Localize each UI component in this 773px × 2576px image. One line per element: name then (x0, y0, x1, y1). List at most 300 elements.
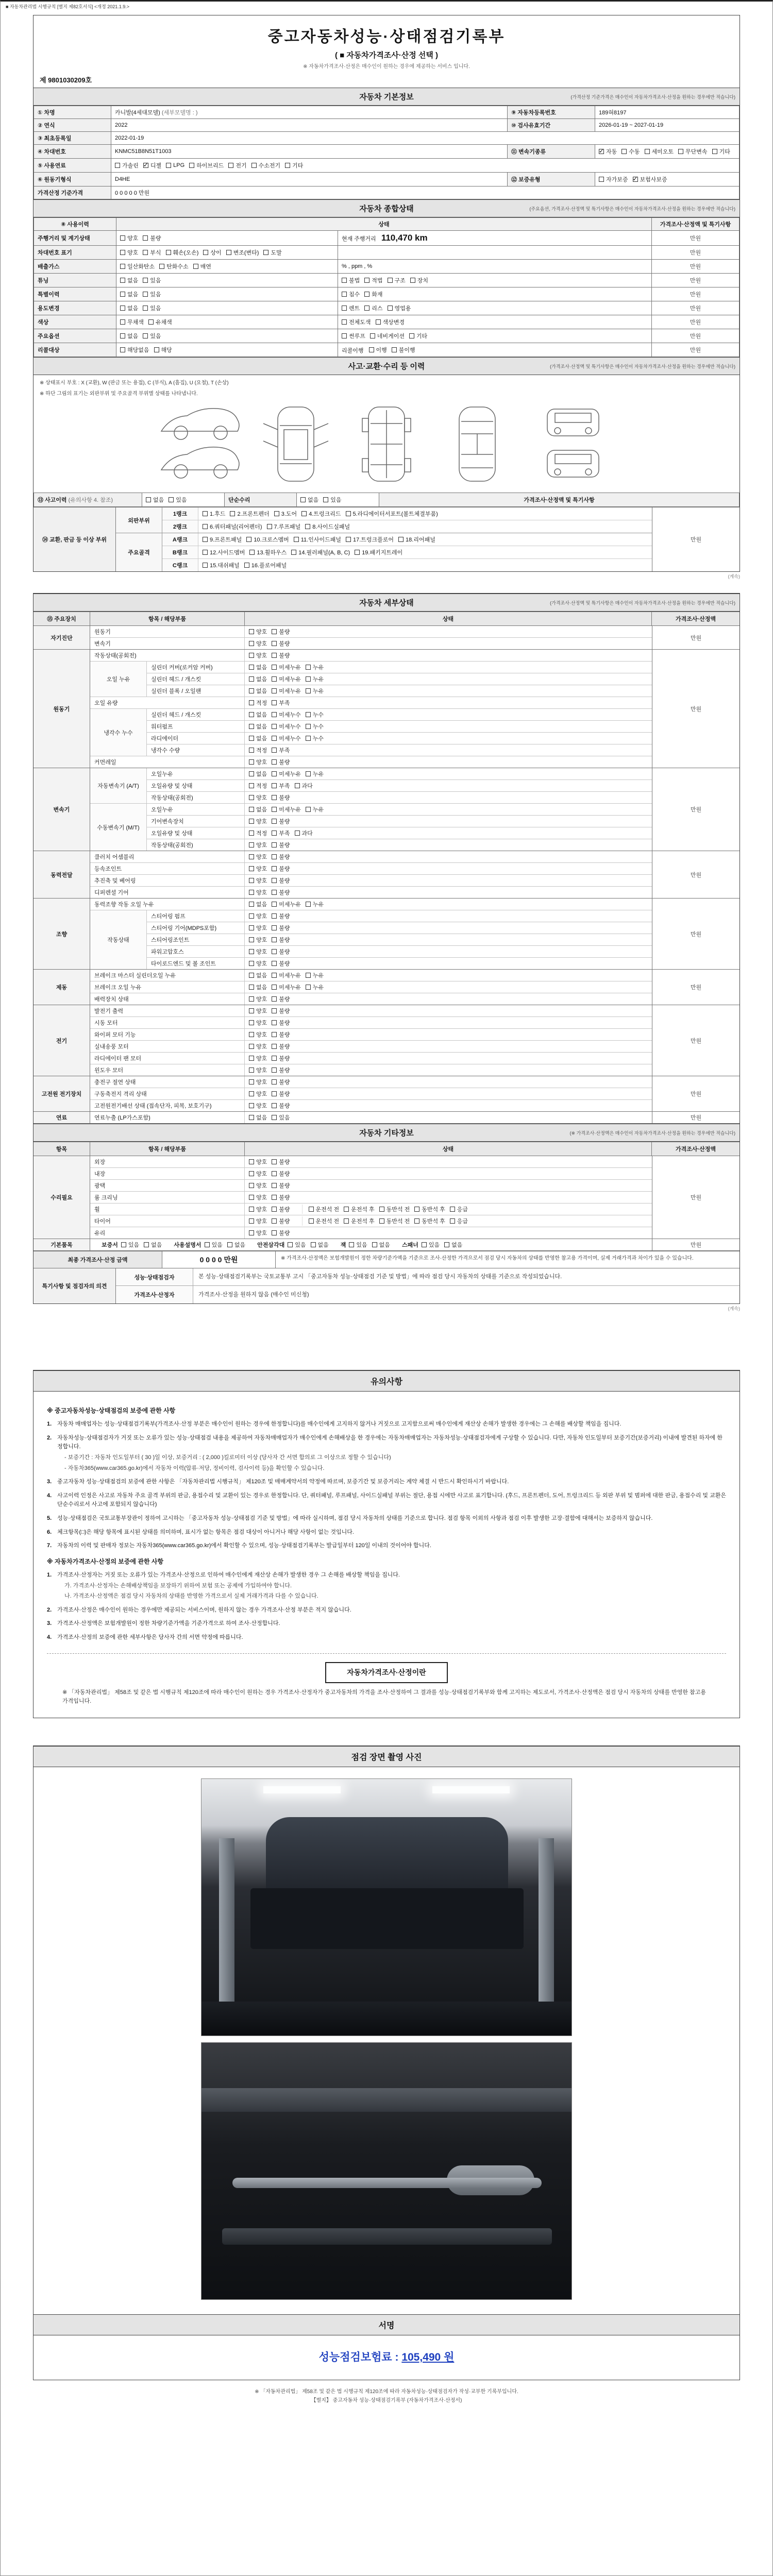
checkbox-option[interactable] (342, 290, 360, 298)
checkbox-option[interactable] (249, 1205, 267, 1213)
checkbox-option[interactable] (388, 276, 406, 284)
checkbox-option[interactable] (306, 971, 324, 979)
checkbox-option[interactable] (306, 663, 324, 671)
checkbox-option[interactable] (272, 675, 301, 683)
checkbox-option[interactable] (193, 262, 211, 270)
checkbox-option[interactable] (272, 1205, 290, 1213)
inspection-item-row (147, 946, 652, 958)
checkbox-option[interactable] (422, 1241, 440, 1249)
checkbox-option[interactable] (249, 924, 267, 932)
checkbox-label: 6.쿼터패널(리어펜더) (210, 524, 262, 530)
inspection-item-row (90, 1204, 652, 1215)
checkbox-option[interactable] (244, 561, 287, 569)
checkbox-option[interactable] (274, 510, 297, 518)
checkbox-option[interactable] (633, 175, 667, 183)
checkbox-option[interactable] (146, 496, 164, 504)
checkbox-option[interactable] (272, 1019, 290, 1027)
checkbox (305, 524, 310, 529)
device-rows (90, 1005, 652, 1076)
checkbox-option[interactable] (342, 332, 365, 340)
photo-detail (539, 1838, 554, 2011)
checkbox-option[interactable] (249, 699, 267, 707)
checkbox-option[interactable] (272, 1181, 290, 1190)
checkbox (120, 264, 125, 269)
checkbox-option[interactable] (306, 900, 324, 908)
checkbox-option[interactable] (203, 510, 225, 518)
checkbox-option[interactable] (306, 983, 324, 991)
checkbox-option[interactable] (388, 304, 411, 312)
checkbox-option[interactable] (306, 687, 324, 695)
checkbox-option[interactable] (120, 276, 138, 284)
checkbox-label: 5.라디에이터서포트(볼트체결부품) (352, 511, 438, 517)
checkbox-option[interactable] (226, 248, 259, 257)
checkbox-option[interactable] (444, 1241, 462, 1249)
checkbox-option[interactable] (272, 1078, 290, 1086)
checkbox-option[interactable] (154, 346, 172, 354)
checkbox-option[interactable] (364, 276, 382, 284)
checkbox-option[interactable] (148, 318, 172, 326)
checkbox-option[interactable] (228, 161, 246, 170)
checkbox-option[interactable] (203, 561, 240, 569)
checkbox-label: 11.인사이드패널 (300, 537, 341, 543)
checkbox-option[interactable] (143, 276, 161, 284)
checkbox (272, 1183, 277, 1188)
checkbox-option[interactable] (249, 876, 267, 885)
checkbox-option[interactable] (272, 841, 290, 849)
checkbox-option[interactable] (272, 959, 290, 968)
section-header-overall (33, 199, 740, 217)
item-state (245, 863, 652, 874)
checkbox-option[interactable] (159, 262, 189, 270)
checkbox-option[interactable] (305, 522, 350, 531)
checkbox-option[interactable] (115, 161, 139, 170)
checkbox-option[interactable] (249, 722, 267, 731)
checkbox-option[interactable] (143, 161, 161, 170)
checkbox-option[interactable] (143, 290, 161, 298)
checkbox-option[interactable] (272, 900, 301, 908)
checkbox-option[interactable] (409, 332, 427, 340)
checkbox-option[interactable] (306, 734, 324, 742)
checkbox-option[interactable] (272, 1170, 290, 1178)
checkbox-option[interactable] (272, 1030, 290, 1039)
checkbox-option[interactable] (306, 770, 324, 778)
photos-title: 점검 장면 촬영 사진 (33, 1746, 740, 1767)
checkbox-option[interactable] (267, 522, 301, 531)
checkbox-option[interactable] (272, 1066, 290, 1074)
checkbox-option[interactable] (249, 983, 267, 991)
main-frame-group (116, 533, 652, 571)
checkbox-option[interactable] (364, 290, 382, 298)
checkbox-option[interactable] (364, 304, 382, 312)
checkbox-label: 있음 (150, 292, 161, 298)
checkbox-option[interactable] (230, 510, 269, 518)
checkbox-option[interactable] (272, 817, 290, 825)
checkbox-option[interactable] (249, 1007, 267, 1015)
checkbox-label: 적법 (372, 278, 383, 284)
item-state (245, 816, 652, 827)
checkbox-option[interactable] (120, 234, 138, 242)
table-row (34, 145, 740, 159)
checkbox-option[interactable] (249, 793, 267, 802)
checkbox-option[interactable] (342, 318, 371, 326)
checkbox-option[interactable] (249, 710, 267, 719)
signature-title: 서명 (33, 2314, 740, 2335)
checkbox-option[interactable] (249, 947, 267, 956)
device-name: 원동기 (33, 650, 90, 768)
notice-item (47, 1633, 726, 1642)
checkbox-option[interactable] (272, 699, 290, 707)
title-block (33, 15, 740, 72)
checkbox (272, 759, 277, 765)
checkbox-option[interactable] (203, 535, 242, 544)
checkbox-option[interactable] (120, 318, 144, 326)
checkbox-option[interactable] (272, 983, 301, 991)
checkbox-label: 있음 (356, 1242, 367, 1248)
warranty-options (595, 173, 740, 187)
checkbox-option[interactable] (272, 782, 290, 790)
checkbox-option[interactable] (291, 548, 350, 556)
checkbox-option[interactable] (272, 687, 301, 695)
checkbox-option[interactable] (712, 147, 730, 156)
checkbox-option[interactable] (300, 496, 318, 504)
checkbox (272, 688, 277, 693)
checkbox-option[interactable] (272, 888, 290, 896)
checkbox (272, 700, 277, 705)
checkbox-option[interactable] (249, 1101, 267, 1110)
checkbox-option[interactable] (249, 1229, 267, 1237)
state-options (116, 343, 338, 357)
footer-line-2: 【별지】 중고자동차 성능·상태점검기록부 (자동차가격조사·산정서) (311, 2398, 462, 2404)
checkbox-option[interactable] (272, 628, 290, 636)
sub-group-name: 자동변속기 (A/T) (90, 768, 147, 803)
checkbox-option[interactable] (272, 924, 290, 932)
checkbox-option[interactable] (342, 304, 360, 312)
accident-history-table (33, 493, 740, 507)
checkbox-option[interactable] (309, 1205, 340, 1213)
checkbox (272, 902, 277, 907)
checkbox-option[interactable] (272, 758, 290, 766)
checkbox-option[interactable] (246, 535, 289, 544)
checkbox-option[interactable] (249, 1054, 267, 1062)
checkbox-option[interactable] (120, 346, 149, 354)
price-cell: 만원 (652, 246, 740, 260)
checkbox-option[interactable] (249, 841, 267, 849)
checkbox-option[interactable] (272, 746, 290, 754)
checkbox (249, 1020, 254, 1025)
item-label: 브레이크 오일 누유 (90, 981, 245, 993)
checkbox-option[interactable] (306, 805, 324, 814)
checkbox-option[interactable] (272, 1158, 290, 1166)
checkbox-option[interactable] (272, 1101, 290, 1110)
checkbox-option[interactable] (249, 1030, 267, 1039)
checkbox-option[interactable] (272, 663, 301, 671)
checkbox-option[interactable] (678, 147, 708, 156)
col-usage-history: ⑧ 사용이력 (34, 218, 116, 231)
checkbox-option[interactable] (288, 1241, 306, 1249)
checkbox-option[interactable] (120, 332, 138, 340)
checkbox-option[interactable] (249, 1078, 267, 1086)
checkbox-option[interactable] (272, 639, 290, 648)
checkbox-option[interactable] (143, 234, 161, 242)
checkbox-option[interactable] (249, 853, 267, 861)
checkbox-option[interactable] (144, 1241, 162, 1249)
checkbox-option[interactable] (344, 1217, 375, 1225)
checkbox-label: 동반석 전 (386, 1207, 410, 1213)
checkbox (203, 563, 208, 568)
checkbox-option[interactable] (272, 971, 301, 979)
checkbox-option[interactable] (189, 161, 224, 170)
checkbox-option[interactable] (121, 1241, 139, 1249)
checkbox-option[interactable] (272, 947, 290, 956)
checkbox-option[interactable] (306, 710, 324, 719)
checkbox-option[interactable] (272, 936, 290, 944)
checkbox-option[interactable] (272, 1113, 290, 1122)
checkbox-option[interactable] (272, 1007, 290, 1015)
checkbox-option[interactable] (599, 147, 617, 156)
checkbox-option[interactable] (295, 829, 313, 837)
checkbox-option[interactable] (120, 290, 138, 298)
checkbox-label: 양호 (256, 1183, 267, 1189)
checkbox-option[interactable] (143, 332, 161, 340)
checkbox-option[interactable] (450, 1217, 468, 1225)
checkbox-label: 누유 (312, 771, 324, 777)
checkbox (272, 676, 277, 682)
checkbox-option[interactable] (306, 722, 324, 731)
checkbox-option[interactable] (249, 782, 267, 790)
checkbox-option[interactable] (249, 971, 267, 979)
checkbox-option[interactable] (249, 865, 267, 873)
inspection-item-row (147, 780, 652, 792)
checkbox-label: 양호 (256, 819, 267, 825)
checkbox-option[interactable] (169, 496, 187, 504)
checkbox-option[interactable] (120, 262, 155, 270)
checkbox-option[interactable] (251, 161, 281, 170)
checkbox-option[interactable] (346, 510, 438, 518)
checkbox (249, 949, 254, 954)
checkbox-option[interactable] (249, 1193, 267, 1201)
checkbox-label: 불량 (279, 878, 290, 884)
checkbox-label: 양호 (256, 996, 267, 1003)
checkbox-option[interactable] (272, 829, 290, 837)
checkbox-option[interactable] (272, 722, 301, 731)
checkbox-option[interactable] (295, 782, 313, 790)
checkbox-option[interactable] (249, 746, 267, 754)
checkbox-option[interactable] (249, 663, 267, 671)
checkbox-option[interactable] (120, 304, 138, 312)
checkbox-option[interactable] (143, 248, 161, 257)
checkbox-option[interactable] (306, 675, 324, 683)
checkbox-option[interactable] (203, 248, 221, 257)
checkbox-option[interactable] (249, 675, 267, 683)
checkbox-option[interactable] (203, 548, 245, 556)
checkbox-option[interactable] (166, 162, 184, 168)
document-number: 제 9801030209호 (40, 76, 92, 84)
checkbox-option[interactable] (272, 912, 290, 920)
item-label: 타이로드엔드 및 볼 조인트 (147, 958, 245, 969)
checkbox (272, 949, 277, 954)
checkbox-option[interactable] (379, 1217, 410, 1225)
checkbox-option[interactable] (342, 276, 360, 284)
checkbox-option[interactable] (344, 1205, 375, 1213)
checkbox-option[interactable] (272, 1054, 290, 1062)
checkbox-option[interactable] (621, 147, 640, 156)
checkbox-label: 양호 (256, 1218, 267, 1225)
checkbox-option[interactable] (249, 651, 267, 659)
checkbox-option[interactable] (249, 1158, 267, 1166)
checkbox-option[interactable] (272, 1042, 290, 1050)
item-state (245, 875, 652, 886)
device-group (33, 970, 740, 1005)
checkbox (272, 996, 277, 1002)
checkbox-option[interactable] (249, 639, 267, 648)
checkbox-option[interactable] (203, 522, 262, 531)
sub-group-rows (147, 709, 652, 756)
checkbox-option[interactable] (120, 248, 138, 257)
checkbox-option[interactable] (249, 1066, 267, 1074)
notice-section-1-items (47, 1420, 726, 1551)
checkbox-option[interactable] (323, 496, 341, 504)
checkbox-option[interactable] (272, 876, 290, 885)
checkbox-option[interactable] (249, 628, 267, 636)
checkbox-option[interactable] (249, 548, 287, 556)
checkbox-label: 불량 (279, 1067, 290, 1074)
checkbox-option[interactable] (272, 793, 290, 802)
checkbox-option[interactable] (249, 734, 267, 742)
checkbox (249, 866, 254, 871)
item-label: 원동기 (90, 626, 245, 637)
checkbox-option[interactable] (272, 853, 290, 861)
checkbox-label: 18.리어패널 (406, 537, 435, 543)
checkbox (272, 724, 277, 729)
checkbox-option[interactable] (249, 805, 267, 814)
price-cell: 만원 (652, 343, 740, 357)
checkbox-option[interactable] (205, 1241, 223, 1249)
checkbox-option[interactable] (370, 332, 405, 340)
checkbox-option[interactable] (249, 1113, 267, 1122)
checkbox-label: 불량 (279, 1103, 290, 1109)
checkbox-label: 상이 (210, 250, 222, 256)
checkbox (288, 1242, 293, 1247)
checkbox-option[interactable] (349, 1241, 367, 1249)
checkbox-option[interactable] (376, 318, 405, 326)
other-info-table (33, 1142, 740, 1251)
checkbox-option[interactable] (272, 710, 301, 719)
checkbox-option[interactable] (249, 829, 267, 837)
checkbox-label: 누유 (312, 902, 324, 908)
checkbox-option[interactable] (249, 758, 267, 766)
checkbox-label: 일산화탄소 (127, 264, 155, 270)
checkbox-option[interactable] (249, 900, 267, 908)
checkbox-option[interactable] (599, 175, 628, 183)
checkbox-option[interactable] (249, 1170, 267, 1178)
checkbox-option[interactable] (309, 1217, 340, 1225)
item-state (245, 792, 652, 803)
checkbox (272, 1056, 277, 1061)
checkbox-option[interactable] (410, 276, 428, 284)
checkbox-label: 없음 (234, 1242, 246, 1248)
checkbox-option[interactable] (272, 995, 290, 1003)
checkbox-option[interactable] (249, 912, 267, 920)
item-label: 워터펌프 (147, 721, 245, 732)
checkbox-label: 동반석 후 (422, 1218, 445, 1225)
checkbox-option[interactable] (249, 1181, 267, 1190)
checkbox-option[interactable] (398, 535, 435, 544)
checkbox-option[interactable] (227, 1241, 245, 1249)
checkbox-option[interactable] (372, 1241, 390, 1249)
usage-history-label: 주요옵션 (34, 329, 116, 343)
checkbox-option[interactable] (272, 1193, 290, 1201)
checkbox-option[interactable] (272, 734, 301, 742)
checkbox (364, 306, 369, 311)
checkbox-option[interactable] (143, 304, 161, 312)
checkbox-option[interactable] (346, 535, 394, 544)
checkbox-label: 없음 (256, 712, 267, 718)
checkbox (379, 1218, 384, 1224)
checkbox-option[interactable] (249, 1042, 267, 1050)
checkbox-option[interactable] (249, 936, 267, 944)
checkbox-label: 양호 (256, 1207, 267, 1213)
checkbox-option[interactable] (379, 1205, 410, 1213)
photo-detail (432, 1786, 510, 1793)
checkbox-option[interactable] (414, 1217, 445, 1225)
checkbox (272, 913, 277, 919)
checkbox-option[interactable] (272, 770, 301, 778)
registration-number: 189혀8197 (595, 106, 740, 119)
item-state (90, 1239, 652, 1250)
checkbox-option[interactable] (272, 1229, 290, 1237)
checkbox-option[interactable] (249, 959, 267, 968)
checkbox-option[interactable] (645, 147, 674, 156)
checkbox-option[interactable] (311, 1241, 329, 1249)
checkbox-option[interactable] (249, 888, 267, 896)
checkbox-option[interactable] (272, 651, 290, 659)
checkbox-option[interactable] (249, 1217, 267, 1225)
checkbox-option[interactable] (249, 687, 267, 695)
checkbox-option[interactable] (392, 346, 415, 354)
checkbox-label: 미세누유 (279, 771, 301, 777)
checkbox-option[interactable] (294, 535, 341, 544)
checkbox (267, 524, 272, 529)
checkbox-option[interactable] (166, 248, 199, 257)
checkbox-option[interactable] (355, 548, 402, 556)
checkbox-option[interactable] (369, 346, 387, 354)
checkbox (148, 319, 154, 325)
checkbox-option[interactable] (249, 995, 267, 1003)
checkbox (285, 163, 290, 168)
checkbox-option[interactable] (450, 1205, 468, 1213)
checkbox-option[interactable] (249, 770, 267, 778)
checkbox-option[interactable] (285, 161, 303, 170)
checkbox-label: 불량 (279, 1218, 290, 1225)
checkbox-option[interactable] (301, 510, 341, 518)
checkbox-option[interactable] (414, 1205, 445, 1213)
checkbox-option[interactable] (249, 1090, 267, 1098)
item-label: 유리 (90, 1227, 245, 1239)
checkbox-option[interactable] (272, 865, 290, 873)
checkbox-option[interactable] (263, 248, 281, 257)
vin-value: KNMC51B8N51T1003 (111, 145, 508, 159)
checkbox-option[interactable] (249, 817, 267, 825)
checkbox-label: 없음 (256, 807, 267, 813)
item-label: 구동축전지 격리 상태 (90, 1088, 245, 1099)
device-name: 동력전달 (33, 851, 90, 898)
checkbox-option[interactable] (272, 805, 301, 814)
checkbox-label: 자동 (606, 149, 617, 155)
checkbox-option[interactable] (272, 1090, 290, 1098)
checkbox (309, 1207, 314, 1212)
checkbox-option[interactable] (272, 1217, 290, 1225)
checkbox-option[interactable] (249, 1019, 267, 1027)
